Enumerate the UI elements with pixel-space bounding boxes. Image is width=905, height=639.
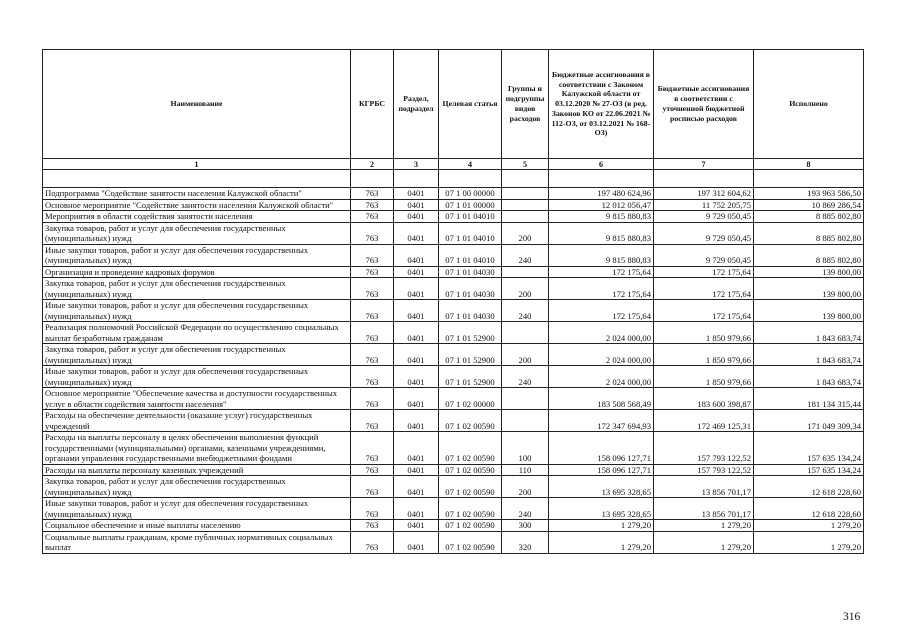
cell-refined-allocation: 1 279,20 (654, 531, 754, 553)
cell-name: Мероприятия в области содействия занятости населения (43, 211, 351, 223)
cell-kgrbs: 763 (351, 300, 394, 322)
header-section: Раздел, подраздел (394, 50, 439, 159)
budget-table (42, 49, 864, 554)
cell-law-allocation: 183 508 568,49 (549, 388, 654, 410)
cell-target-article: 07 1 02 00000 (439, 388, 502, 410)
cell-law-allocation: 12 012 056,47 (549, 199, 654, 211)
cell-expense-group: 240 (502, 366, 549, 388)
cell-kgrbs: 763 (351, 531, 394, 553)
table-row (43, 344, 864, 366)
cell-expense-group (502, 322, 549, 344)
cell-law-allocation: 9 815 880,83 (549, 244, 654, 266)
cell-section: 0401 (394, 344, 439, 366)
cell-target-article: 07 1 02 00590 (439, 531, 502, 553)
table-row (43, 188, 864, 200)
cell-refined-allocation: 157 793 122,52 (654, 432, 754, 465)
cell-expense-group: 100 (502, 432, 549, 465)
column-number: 3 (394, 159, 439, 170)
cell-executed: 10 869 286,54 (754, 199, 864, 211)
cell-target-article: 07 1 01 04010 (439, 222, 502, 244)
cell-expense-group: 200 (502, 278, 549, 300)
cell-name: Организация и проведение кадровых форумов (43, 266, 351, 278)
cell-executed: 1 843 683,74 (754, 344, 864, 366)
column-number: 7 (654, 159, 754, 170)
cell-kgrbs: 763 (351, 244, 394, 266)
cell-executed: 8 885 802,80 (754, 244, 864, 266)
cell-executed: 1 279,20 (754, 531, 864, 553)
header-name: Наименование (43, 50, 351, 159)
cell-kgrbs: 763 (351, 344, 394, 366)
cell-name: Закупка товаров, работ и услуг для обеспечения государственных (муниципальных) нужд (43, 476, 351, 498)
cell-refined-allocation: 172 175,64 (654, 266, 754, 278)
table-row (43, 432, 864, 465)
cell-executed: 181 134 315,44 (754, 388, 864, 410)
cell-expense-group: 110 (502, 464, 549, 476)
cell-target-article: 07 1 01 04010 (439, 211, 502, 223)
cell-section: 0401 (394, 388, 439, 410)
cell-law-allocation: 197 480 624,96 (549, 188, 654, 200)
cell-target-article: 07 1 01 52900 (439, 344, 502, 366)
column-number: 1 (43, 159, 351, 170)
cell-refined-allocation: 1 850 979,66 (654, 322, 754, 344)
cell-target-article: 07 1 02 00590 (439, 520, 502, 532)
cell-law-allocation: 13 695 328,65 (549, 476, 654, 498)
cell-executed: 193 963 586,50 (754, 188, 864, 200)
cell-name: Иные закупки товаров, работ и услуг для обеспечения государственных (муниципальных) нужд (43, 498, 351, 520)
cell-expense-group (502, 388, 549, 410)
cell-law-allocation: 172 175,64 (549, 266, 654, 278)
cell-refined-allocation: 172 175,64 (654, 300, 754, 322)
cell-expense-group: 240 (502, 244, 549, 266)
cell-executed: 1 279,20 (754, 520, 864, 532)
cell-refined-allocation: 1 850 979,66 (654, 344, 754, 366)
cell-executed: 139 800,00 (754, 266, 864, 278)
cell-name: Иные закупки товаров, работ и услуг для обеспечения государственных (муниципальных) нужд (43, 300, 351, 322)
table-row (43, 366, 864, 388)
header-executed: Исполнено (754, 50, 864, 159)
cell-law-allocation: 13 695 328,65 (549, 498, 654, 520)
cell-expense-group (502, 211, 549, 223)
cell-executed: 139 800,00 (754, 278, 864, 300)
cell-section: 0401 (394, 222, 439, 244)
cell-target-article: 07 1 02 00590 (439, 498, 502, 520)
cell-law-allocation: 9 815 880,83 (549, 211, 654, 223)
cell-executed: 12 618 228,60 (754, 498, 864, 520)
cell-law-allocation: 158 096 127,71 (549, 432, 654, 465)
cell-section: 0401 (394, 410, 439, 432)
column-number: 5 (502, 159, 549, 170)
cell-target-article: 07 1 02 00590 (439, 410, 502, 432)
cell-section: 0401 (394, 432, 439, 465)
column-number-row (43, 159, 864, 170)
cell-target-article: 07 1 01 04010 (439, 244, 502, 266)
cell-executed: 171 049 309,34 (754, 410, 864, 432)
table-row (43, 300, 864, 322)
cell-kgrbs: 763 (351, 211, 394, 223)
cell-refined-allocation: 172 469 125,31 (654, 410, 754, 432)
cell-law-allocation: 1 279,20 (549, 520, 654, 532)
table-body (43, 170, 864, 554)
cell-target-article: 07 1 00 00000 (439, 188, 502, 200)
cell-target-article: 07 1 01 04030 (439, 266, 502, 278)
cell-section: 0401 (394, 244, 439, 266)
cell-section: 0401 (394, 464, 439, 476)
cell-kgrbs: 763 (351, 464, 394, 476)
cell-law-allocation: 9 815 880,83 (549, 222, 654, 244)
cell-law-allocation: 2 024 000,00 (549, 322, 654, 344)
header-row (43, 50, 864, 159)
cell-kgrbs: 763 (351, 188, 394, 200)
cell-target-article: 07 1 02 00590 (439, 476, 502, 498)
cell-expense-group (502, 266, 549, 278)
cell-kgrbs: 763 (351, 432, 394, 465)
table-row (43, 464, 864, 476)
cell-kgrbs: 763 (351, 222, 394, 244)
cell-refined-allocation: 157 793 122,52 (654, 464, 754, 476)
cell-expense-group: 200 (502, 222, 549, 244)
cell-expense-group: 240 (502, 498, 549, 520)
cell-section: 0401 (394, 300, 439, 322)
table-row (43, 520, 864, 532)
cell-expense-group (502, 188, 549, 200)
header-refined-allocations: Бюджетные ассигнования в соответствии с уточненной бюджетной росписью расходов (654, 50, 754, 159)
column-number: 6 (549, 159, 654, 170)
column-number: 2 (351, 159, 394, 170)
cell-kgrbs: 763 (351, 199, 394, 211)
table-row (43, 322, 864, 344)
cell-target-article: 07 1 02 00590 (439, 432, 502, 465)
table-row (43, 410, 864, 432)
cell-kgrbs: 763 (351, 498, 394, 520)
table-row (43, 244, 864, 266)
table-row (43, 222, 864, 244)
table-row (43, 388, 864, 410)
cell-kgrbs: 763 (351, 322, 394, 344)
cell-executed: 12 618 228,60 (754, 476, 864, 498)
cell-section: 0401 (394, 188, 439, 200)
header-groups: Группы и подгруппы видов расходов (502, 50, 549, 159)
header-target: Целевая статья (439, 50, 502, 159)
cell-kgrbs: 763 (351, 520, 394, 532)
cell-name: Иные закупки товаров, работ и услуг для обеспечения государственных (муниципальных) нужд (43, 366, 351, 388)
cell-refined-allocation: 9 729 050,45 (654, 244, 754, 266)
cell-section: 0401 (394, 322, 439, 344)
cell-refined-allocation: 197 312 604,62 (654, 188, 754, 200)
header-law-allocations: Бюджетные ассигнования в соответствии с Законом Калужской области от 03.12.2020 № 27-ОЗ (в ред. Законов КО от 22.06.2021 № 112-ОЗ, от 03.12.2021 № 168-ОЗ) (549, 50, 654, 159)
cell-name: Основное мероприятие "Обеспечение качества и доступности государственных услуг в области содействия занятости населения" (43, 388, 351, 410)
cell-law-allocation: 158 096 127,71 (549, 464, 654, 476)
cell-law-allocation: 172 175,64 (549, 278, 654, 300)
cell-name: Закупка товаров, работ и услуг для обеспечения государственных (муниципальных) нужд (43, 222, 351, 244)
cell-name: Социальные выплаты гражданам, кроме публичных нормативных социальных выплат (43, 531, 351, 553)
cell-section: 0401 (394, 531, 439, 553)
cell-section: 0401 (394, 498, 439, 520)
cell-target-article: 07 1 01 52900 (439, 322, 502, 344)
cell-target-article: 07 1 01 04030 (439, 278, 502, 300)
column-number: 4 (439, 159, 502, 170)
page-number: 316 (843, 611, 861, 623)
cell-refined-allocation: 9 729 050,45 (654, 222, 754, 244)
cell-name: Расходы на выплаты персоналу в целях обеспечения выполнения функций государственными (муниципальными) органами, казенными учреждениями, органами управления государственными внебюджетными фондами (43, 432, 351, 465)
cell-kgrbs: 763 (351, 278, 394, 300)
cell-executed: 157 635 134,24 (754, 432, 864, 465)
cell-kgrbs: 763 (351, 366, 394, 388)
cell-name: Реализация полномочий Российской Федерации по осуществлению социальных выплат безработным гражданам (43, 322, 351, 344)
table-row (43, 531, 864, 553)
table-row (43, 211, 864, 223)
cell-expense-group: 320 (502, 531, 549, 553)
table-row (43, 498, 864, 520)
table-row (43, 278, 864, 300)
table-row (43, 476, 864, 498)
column-number: 8 (754, 159, 864, 170)
cell-kgrbs: 763 (351, 388, 394, 410)
cell-section: 0401 (394, 520, 439, 532)
cell-target-article: 07 1 02 00590 (439, 464, 502, 476)
cell-executed: 157 635 134,24 (754, 464, 864, 476)
cell-expense-group: 200 (502, 344, 549, 366)
cell-target-article: 07 1 01 00000 (439, 199, 502, 211)
cell-section: 0401 (394, 476, 439, 498)
cell-kgrbs: 763 (351, 266, 394, 278)
spacer-row (43, 170, 864, 188)
cell-section: 0401 (394, 199, 439, 211)
cell-law-allocation: 172 347 694,93 (549, 410, 654, 432)
cell-executed: 8 885 802,80 (754, 211, 864, 223)
cell-name: Закупка товаров, работ и услуг для обеспечения государственных (муниципальных) нужд (43, 344, 351, 366)
cell-kgrbs: 763 (351, 410, 394, 432)
cell-law-allocation: 2 024 000,00 (549, 344, 654, 366)
cell-refined-allocation: 1 279,20 (654, 520, 754, 532)
cell-executed: 1 843 683,74 (754, 322, 864, 344)
cell-executed: 8 885 802,80 (754, 222, 864, 244)
cell-executed: 139 800,00 (754, 300, 864, 322)
cell-law-allocation: 172 175,64 (549, 300, 654, 322)
cell-name: Расходы на выплаты персоналу казенных учреждений (43, 464, 351, 476)
cell-law-allocation: 1 279,20 (549, 531, 654, 553)
cell-refined-allocation: 13 856 701,17 (654, 498, 754, 520)
table-row (43, 199, 864, 211)
table-row (43, 266, 864, 278)
cell-name: Расходы на обеспечение деятельности (оказание услуг) государственных учреждений (43, 410, 351, 432)
cell-name: Иные закупки товаров, работ и услуг для обеспечения государственных (муниципальных) нужд (43, 244, 351, 266)
cell-executed: 1 843 683,74 (754, 366, 864, 388)
cell-refined-allocation: 11 752 205,75 (654, 199, 754, 211)
cell-refined-allocation: 172 175,64 (654, 278, 754, 300)
cell-refined-allocation: 1 850 979,66 (654, 366, 754, 388)
cell-expense-group (502, 199, 549, 211)
cell-kgrbs: 763 (351, 476, 394, 498)
cell-section: 0401 (394, 211, 439, 223)
cell-refined-allocation: 13 856 701,17 (654, 476, 754, 498)
cell-name: Основное мероприятие "Содействие занятости населения Калужской области" (43, 199, 351, 211)
cell-section: 0401 (394, 266, 439, 278)
cell-refined-allocation: 183 600 398,87 (654, 388, 754, 410)
cell-name: Подпрограмма "Содействие занятости населения Калужской области" (43, 188, 351, 200)
cell-section: 0401 (394, 366, 439, 388)
cell-section: 0401 (394, 278, 439, 300)
cell-expense-group: 240 (502, 300, 549, 322)
cell-expense-group: 200 (502, 476, 549, 498)
cell-expense-group (502, 410, 549, 432)
header-kgrbs: КГРБС (351, 50, 394, 159)
cell-law-allocation: 2 024 000,00 (549, 366, 654, 388)
cell-name: Закупка товаров, работ и услуг для обеспечения государственных (муниципальных) нужд (43, 278, 351, 300)
cell-expense-group: 300 (502, 520, 549, 532)
cell-target-article: 07 1 01 52900 (439, 366, 502, 388)
cell-target-article: 07 1 01 04030 (439, 300, 502, 322)
cell-name: Социальное обеспечение и иные выплаты населению (43, 520, 351, 532)
cell-refined-allocation: 9 729 050,45 (654, 211, 754, 223)
